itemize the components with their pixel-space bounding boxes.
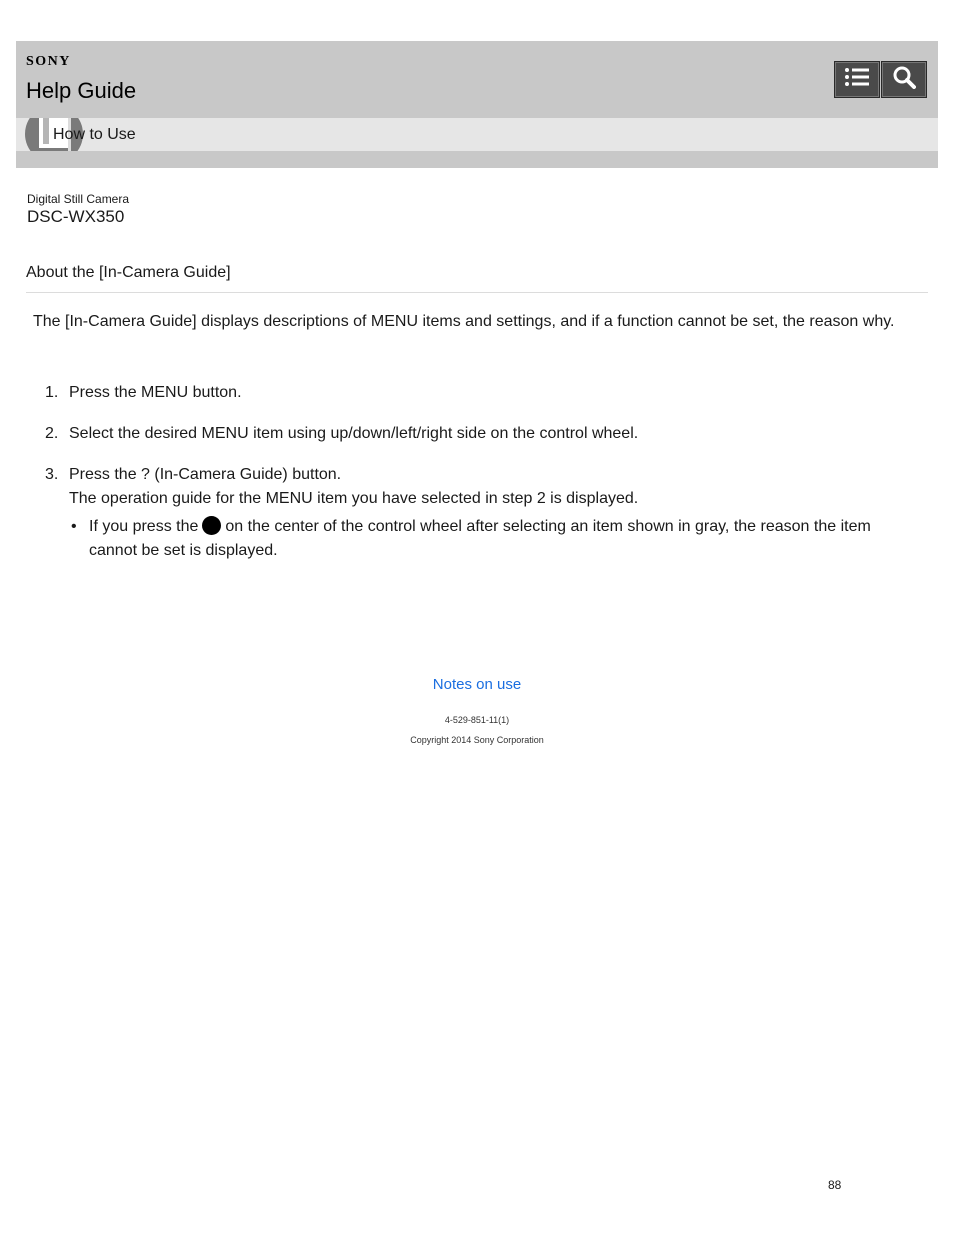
hint-text-before: If you press the (89, 518, 199, 535)
step-item (45, 422, 915, 446)
step-number: 3. (45, 466, 59, 483)
intro-paragraph: The [In-Camera Guide] displays descriptions of MENU items and settings, and if a function cannot be set, the reason why. (33, 313, 895, 330)
site-title[interactable]: Help Guide (26, 78, 137, 103)
step-note: The operation guide for the MENU item you have selected in step 2 is displayed. (69, 490, 639, 507)
step-number: 2. (45, 425, 59, 442)
search-button[interactable] (881, 61, 927, 98)
step-text: Press the MENU button. (69, 384, 242, 401)
title-divider (26, 292, 928, 293)
hint-list (69, 515, 915, 563)
search-icon (892, 65, 916, 94)
page-title: About the [In-Camera Guide] (26, 264, 231, 281)
notes-on-use-link[interactable]: Notes on use (432, 676, 522, 693)
step-number: 1. (45, 384, 59, 401)
hint-item (69, 515, 915, 563)
bullet-marker: • (71, 518, 77, 535)
step-list (45, 381, 915, 580)
breadcrumb-how-to-use[interactable]: How to Use (53, 126, 136, 143)
table-of-contents-button[interactable] (834, 61, 880, 98)
step-text: Select the desired MENU item using up/down/left/right side on the control wheel. (69, 425, 639, 442)
list-icon (844, 66, 870, 93)
header-bar (16, 41, 938, 168)
step-item (45, 381, 915, 405)
document-code: 4-529-851-11(1) (444, 715, 510, 725)
brand-logo: SONY (26, 54, 71, 69)
hint-text-after: on the center of the control wheel after selecting an item shown in gray, the reason the item cannot be set is displayed. (89, 518, 871, 559)
product-category: Digital Still Camera (27, 192, 130, 206)
center-button-icon (202, 516, 221, 535)
product-model: DSC-WX350 (27, 207, 125, 226)
page-number: 88 (828, 1178, 842, 1192)
breadcrumb (16, 118, 938, 151)
copyright: Copyright 2014 Sony Corporation (410, 735, 544, 745)
step-text: Press the ? (In-Camera Guide) button. (69, 466, 342, 483)
step-item (45, 463, 915, 563)
